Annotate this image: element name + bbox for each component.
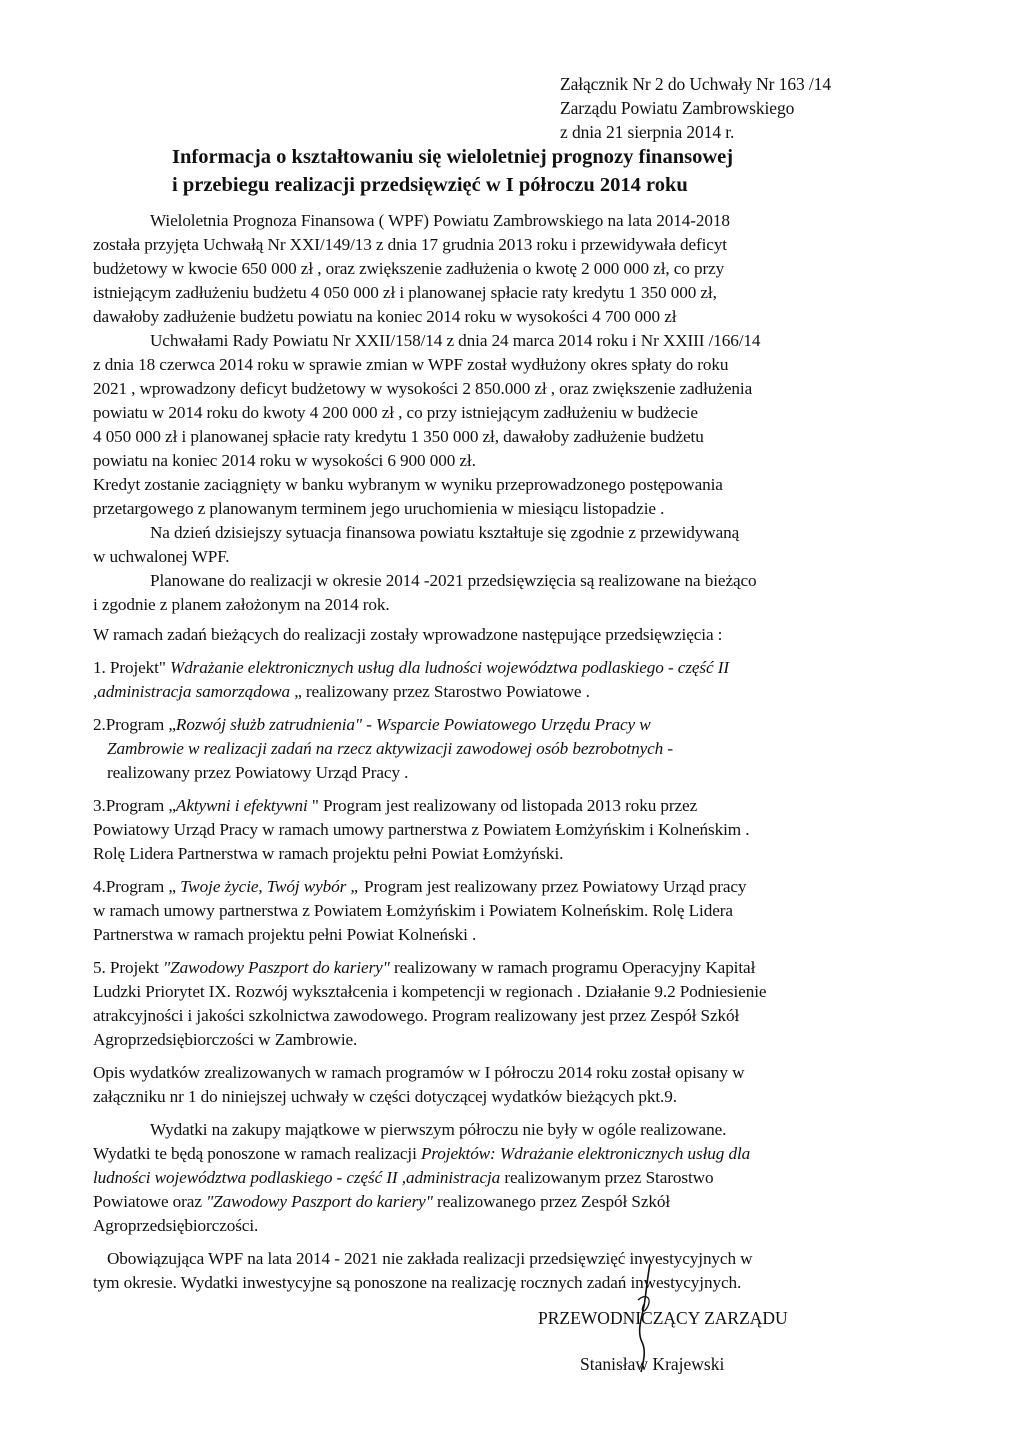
expenditure-line-2: załączniku nr 1 do niniejszej uchwały w części dotyczącej wydatków bieżących pkt.9. bbox=[93, 1087, 677, 1106]
annex-line-2: Zarządu Powiatu Zambrowskiego bbox=[560, 98, 795, 118]
item-3-suffix: " Program jest realizowany od listopada 2013 roku przez bbox=[307, 796, 698, 815]
intro-line-8: 2021 , wprowadzony deficyt budżetowy w wysokości 2 850.000 zł , oraz zwiększenie zadłużenia bbox=[93, 379, 753, 398]
signature-name: Stanisław Krajewski bbox=[580, 1354, 725, 1374]
document-title-line-1: Informacja o kształtowaniu się wieloletniej prognozy finansowej bbox=[172, 146, 734, 168]
item-2-line-3: realizowany przez Powiatowy Urząd Pracy . bbox=[107, 763, 409, 782]
item-5-line-2: Ludzki Priorytet IX. Rozwój wykształcenia i kompetencji w regionach . Działanie 9.2 Podniesienie bbox=[93, 982, 767, 1001]
planned-line-2: i zgodnie z planem założonym na 2014 rok. bbox=[93, 595, 390, 614]
item-1-suffix: „ realizowany przez Starostwo Powiatowe . bbox=[290, 682, 590, 701]
item-1-line-2 bbox=[93, 681, 590, 703]
intro-line-1: Wieloletnia Prognoza Finansowa ( WPF) Powiatu Zambrowskiego na lata 2014-2018 bbox=[150, 211, 730, 230]
item-2-line-1 bbox=[93, 714, 651, 736]
item-5-line-3: atrakcyjności i jakości szkolnictwa zawodowego. Program realizowany jest przez Zespół Szkół bbox=[93, 1006, 740, 1025]
item-4-name: Twoje życie, Twój wybór „ bbox=[175, 877, 360, 896]
closing-line-1: Obowiązująca WPF na lata 2014 - 2021 nie zakłada realizacji przedsięwzięć inwestycyjnych w bbox=[107, 1249, 753, 1268]
property-line-2 bbox=[93, 1143, 750, 1165]
item-5-line-1 bbox=[93, 957, 755, 979]
property-line-2-text: Wydatki te będą ponoszone w ramach realizacji bbox=[93, 1144, 421, 1163]
item-2-name-a: Rozwój służb zatrudnienia" - Wsparcie Powiatowego Urzędu Pracy w bbox=[175, 715, 651, 734]
item-5-name: "Zawodowy Paszport do kariery" bbox=[163, 958, 390, 977]
property-line-2-projects: Projektów: Wdrażanie elektronicznych usług dla bbox=[420, 1144, 751, 1163]
property-line-3 bbox=[93, 1167, 713, 1189]
item-1-line-1 bbox=[93, 657, 729, 679]
intro-line-11: powiatu na koniec 2014 roku w wysokości 6 900 000 zł. bbox=[93, 451, 476, 470]
intro-line-9: powiatu w 2014 roku do kwoty 4 200 000 zł , co przy istniejącym zadłużeniu w budżecie bbox=[93, 403, 698, 422]
item-4-prefix: 4.Program „ bbox=[93, 877, 176, 896]
property-line-3-project: ludności województwa podlaskiego - część II ,administracja bbox=[93, 1168, 501, 1187]
item-5-line-4: Agroprzedsiębiorczości w Zambrowie. bbox=[93, 1030, 358, 1049]
item-2-prefix: 2.Program „ bbox=[93, 715, 176, 734]
annex-line-3: z dnia 21 sierpnia 2014 r. bbox=[560, 122, 735, 142]
annex-line-1: Załącznik Nr 2 do Uchwały Nr 163 /14 bbox=[560, 74, 831, 94]
item-4-line-2: w ramach umowy partnerstwa z Powiatem Łomżyńskim i Powiatem Kolneńskim. Rolę Lidera bbox=[93, 901, 733, 920]
property-line-4-project: "Zawodowy Paszport do kariery" bbox=[206, 1192, 433, 1211]
property-line-4 bbox=[93, 1191, 670, 1213]
intro-line-5: dawałoby zadłużenie budżetu powiatu na koniec 2014 roku w wysokości 4 700 000 zł bbox=[93, 307, 677, 326]
item-1-name-a: Wdrażanie elektronicznych usług dla ludności województwa podlaskiego - część II bbox=[165, 658, 729, 677]
signature-title: PRZEWODNICZĄCY ZARZĄDU bbox=[538, 1308, 788, 1328]
intro-line-7: z dnia 18 czerwca 2014 roku w sprawie zmian w WPF został wydłużony okres spłaty do roku bbox=[93, 355, 729, 374]
item-4-suffix: Program jest realizowany przez Powiatowy Urząd pracy bbox=[359, 877, 747, 896]
property-line-3-text: realizowanym przez Starostwo bbox=[500, 1168, 714, 1187]
situation-line-2: w uchwalonej WPF. bbox=[93, 547, 230, 566]
intro-line-4: istniejącym zadłużeniu budżetu 4 050 000 zł i planowanej spłacie raty kredytu 1 350 000 zł, bbox=[93, 283, 717, 302]
intro-line-3: budżetowy w kwocie 650 000 zł , oraz zwiększenie zadłużenia o kwotę 2 000 000 zł, co przy bbox=[93, 259, 725, 278]
property-line-4-text-c: realizowanego przez Zespół Szkół bbox=[432, 1192, 671, 1211]
situation-line-1: Na dzień dzisiejszy sytuacja finansowa powiatu kształtuje się zgodnie z przewidywaną bbox=[150, 523, 740, 542]
item-3-prefix: 3.Program „ bbox=[93, 796, 176, 815]
tasks-intro: W ramach zadań bieżących do realizacji zostały wprowadzone następujące przedsięwzięcia : bbox=[93, 625, 723, 644]
item-1-prefix: 1. Projekt" bbox=[93, 658, 166, 677]
item-3-line-1 bbox=[93, 795, 697, 817]
expenditure-line-1: Opis wydatków zrealizowanych w ramach programów w I półroczu 2014 roku został opisany w bbox=[93, 1063, 745, 1082]
property-line-4-text-a: Powiatowe oraz bbox=[93, 1192, 207, 1211]
intro-line-12: Kredyt zostanie zaciągnięty w banku wybranym w wyniku przeprowadzonego postępowania bbox=[93, 475, 723, 494]
property-line-5: Agroprzedsiębiorczości. bbox=[93, 1216, 259, 1235]
item-3-line-3: Rolę Lidera Partnerstwa w ramach projektu pełni Powiat Łomżyński. bbox=[93, 844, 564, 863]
intro-line-2: została przyjęta Uchwałą Nr XXI/149/13 z dnia 17 grudnia 2013 roku i przewidywała deficyt bbox=[93, 235, 727, 254]
planned-line-1: Planowane do realizacji w okresie 2014 -2021 przedsięwzięcia są realizowane na bieżąco bbox=[150, 571, 757, 590]
item-4-line-3: Partnerstwa w ramach projektu pełni Powiat Kolneński . bbox=[93, 925, 477, 944]
document-title-line-2: i przebiegu realizacji przedsięwzięć w I półroczu 2014 roku bbox=[172, 174, 688, 196]
item-2-line-2: Zambrowie w realizacji zadań na rzecz aktywizacji zawodowej osób bezrobotnych - bbox=[107, 739, 673, 758]
closing-line-2: tym okresie. Wydatki inwestycyjne są ponoszone na realizację rocznych zadań inwestycyjnych. bbox=[93, 1273, 742, 1292]
item-5-prefix: 5. Projekt bbox=[93, 958, 164, 977]
item-3-line-2: Powiatowy Urząd Pracy w ramach umowy partnerstwa z Powiatem Łomżyńskim i Kolneńskim . bbox=[93, 820, 750, 839]
item-5-suffix: realizowany w ramach programu Operacyjny Kapitał bbox=[389, 958, 756, 977]
property-line-1: Wydatki na zakupy majątkowe w pierwszym półroczu nie były w ogóle realizowane. bbox=[150, 1120, 727, 1139]
intro-line-6: Uchwałami Rady Powiatu Nr XXII/158/14 z dnia 24 marca 2014 roku i Nr XXIII /166/14 bbox=[150, 331, 761, 350]
item-1-name-b: ,administracja samorządowa bbox=[93, 682, 290, 701]
item-4-line-1 bbox=[93, 876, 746, 898]
intro-line-10: 4 050 000 zł i planowanej spłacie raty kredytu 1 350 000 zł, dawałoby zadłużenie budżetu bbox=[93, 427, 704, 446]
item-3-name: Aktywni i efektywni bbox=[175, 796, 308, 815]
intro-line-13: przetargowego z planowanym terminem jego uruchomienia w miesiącu listopadzie . bbox=[93, 499, 665, 518]
